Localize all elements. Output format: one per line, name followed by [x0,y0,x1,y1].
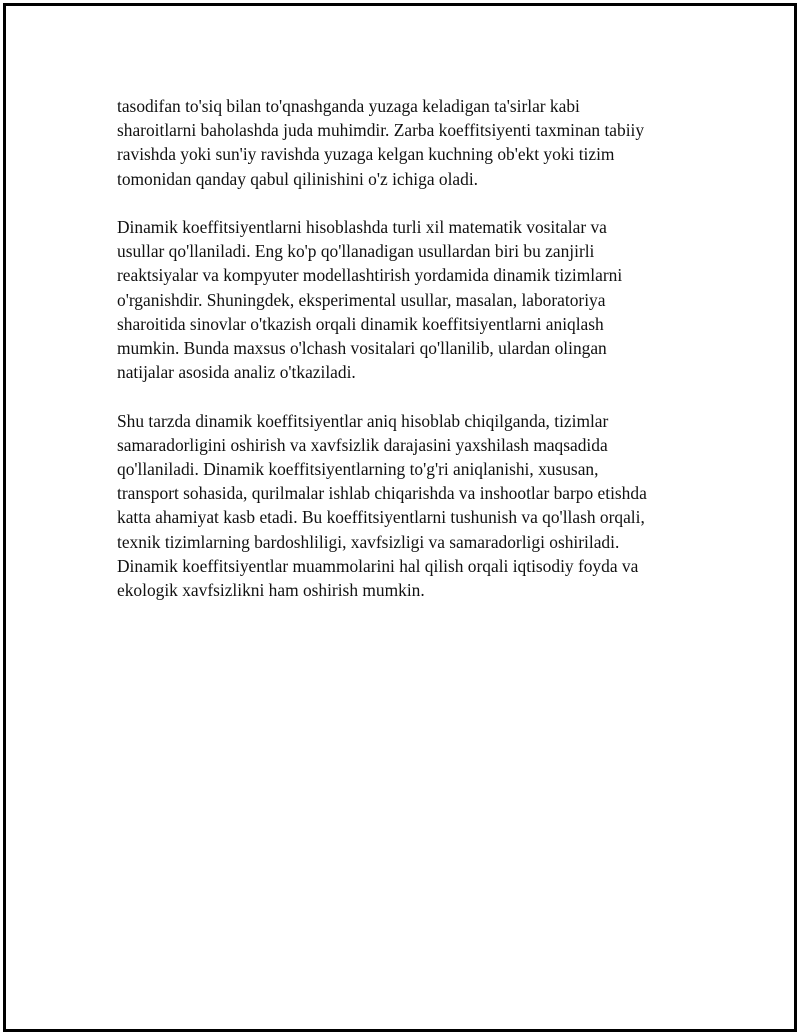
paragraph-1 [117,94,687,191]
text-line: Shu tarzda dinamik koeffitsiyentlar aniq hisoblab chiqilganda, tizimlar [117,410,609,431]
text-line: qo'llaniladi. Dinamik koeffitsiyentlarning to'g'ri aniqlanishi, xususan, [117,459,599,480]
text-line: natijalar asosida analiz o'tkaziladi. [117,362,356,383]
text-line: transport sohasida, qurilmalar ishlab chiqarishda va inshootlar barpo etishda [117,483,647,504]
paragraph-2 [117,215,687,384]
text-line: ravishda yoki sun'iy ravishda yuzaga kelgan kuchning ob'ekt yoki tizim [117,144,615,165]
text-line: Dinamik koeffitsiyentlarni hisoblashda turli xil matematik vositalar va [117,217,607,237]
text-line: Dinamik koeffitsiyentlar muammolarini hal qilish orqali iqtisodiy foyda va [117,555,639,576]
text-line: o'rganishdir. Shuningdek, eksperimental usullar, masalan, laboratoriya [117,289,606,310]
text-line: tasodifan to'siq bilan to'qnashganda yuzaga keladigan ta'sirlar kabi [117,96,580,116]
text-line: reaktsiyalar va kompyuter modellashtirish yordamida dinamik tizimlarni [117,265,623,286]
paragraph-3 [117,409,687,603]
text-line: mumkin. Bunda maxsus o'lchash vositalari qo'llanilib, ulardan olingan [117,338,607,359]
document-body [117,94,687,626]
text-line: sharoitlarni baholashda juda muhimdir. Zarba koeffitsiyenti taxminan tabiiy [117,120,645,141]
text-line: tomonidan qanday qabul qilinishini o'z ichiga oladi. [117,168,479,189]
text-line: katta ahamiyat kasb etadi. Bu koeffitsiyentlarni tushunish va qo'llash orqali, [117,507,645,528]
text-line: samaradorligini oshirish va xavfsizlik darajasini yaxshilash maqsadida [117,434,608,455]
text-line: usullar qo'llaniladi. Eng ko'p qo'llanadigan usullardan biri bu zanjirli [117,241,595,262]
text-line: texnik tizimlarning bardoshliligi, xavfsizligi va samaradorligi oshiriladi. [117,531,620,552]
text-line: sharoitida sinovlar o'tkazish orqali dinamik koeffitsiyentlarni aniqlash [117,313,604,334]
text-line: ekologik xavfsizlikni ham oshirish mumkin. [117,580,425,601]
